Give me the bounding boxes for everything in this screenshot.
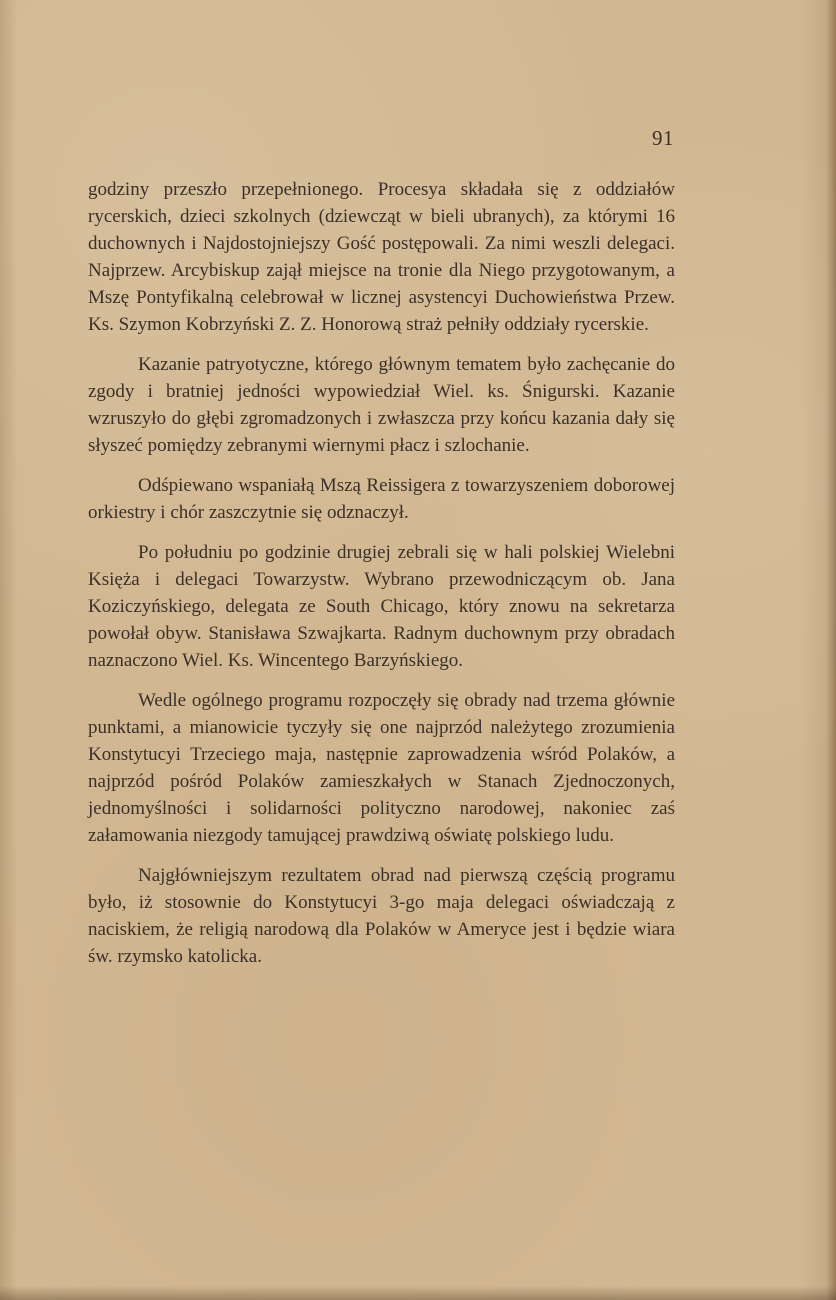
page-edge-right (826, 0, 836, 1300)
paragraph-2: Kazanie patryotyczne, którego głównym tematem było zachęcanie do zgody i bratniej jedności wypowiedział Wiel. ks. Śnigurski. Kazanie wzruszyło do głębi zgromadzonych i zwłaszcza przy końcu kazania dały się słyszeć pomiędzy zebranymi wiernymi płacz i szlochanie. (88, 354, 675, 456)
page-edge-bottom (0, 1286, 836, 1300)
paragraph-6: Najgłówniejszym rezultatem obrad nad pierwszą częścią programu było, iż stosownie do Konstytucyi 3-go maja delegaci oświadczają z naciskiem, że religią narodową dla Polaków w Ameryce jest i będzie wiara św. rzymsko katolicka. (88, 865, 675, 967)
paragraph-4: Po południu po godzinie drugiej zebrali się w hali polskiej Wielebni Księża i delegaci Towarzystw. Wybrano przewodniczącym ob. Jana Koziczyńskiego, delegata ze South Chicago, który znowu na sekretarza powołał obyw. Stanisława Szwajkarta. Radnym duchownym przy obradach naznaczono Wiel. Ks. Wincentego Barzyńskiego. (88, 542, 675, 671)
paragraph-1: godziny przeszło przepełnionego. Procesya składała się z oddziałów rycerskich, dzieci szkolnych (dziewcząt w bieli ubranych), za którymi 16 duchownych i Najdostojniejszy Gość postępowali. Za nimi weszli delegaci. Najprzew. Arcybiskup zajął miejsce na tronie dla Niego przygotowanym, a Mszę Pontyfikalną celebrował w licznej asystencyi Duchowieństwa Przew. Ks. Szymon Kobrzyński Z. Z. Honorową straż pełniły oddziały rycerskie. (88, 179, 675, 335)
page-number: 91 (652, 126, 674, 150)
paragraph-3: Odśpiewano wspaniałą Mszą Reissigera z towarzyszeniem doborowej orkiestry i chór zaszczytnie się odznaczył. (88, 475, 675, 523)
page-body (88, 176, 675, 983)
paragraph-5: Wedle ogólnego programu rozpoczęły się obrady nad trzema głównie punktami, a mianowicie tyczyły się one najprzód należytego zrozumienia Konstytucyi Trzeciego maja, następnie zaprowadzenia wśród Polaków, a najprzód pośród Polaków zamieszkałych w Stanach Zjednoczonych, jednomyślności i solidarności polityczno narodowej, nakoniec zaś załamowania niezgody tamującej prawdziwą oświatę polskiego ludu. (88, 690, 675, 846)
